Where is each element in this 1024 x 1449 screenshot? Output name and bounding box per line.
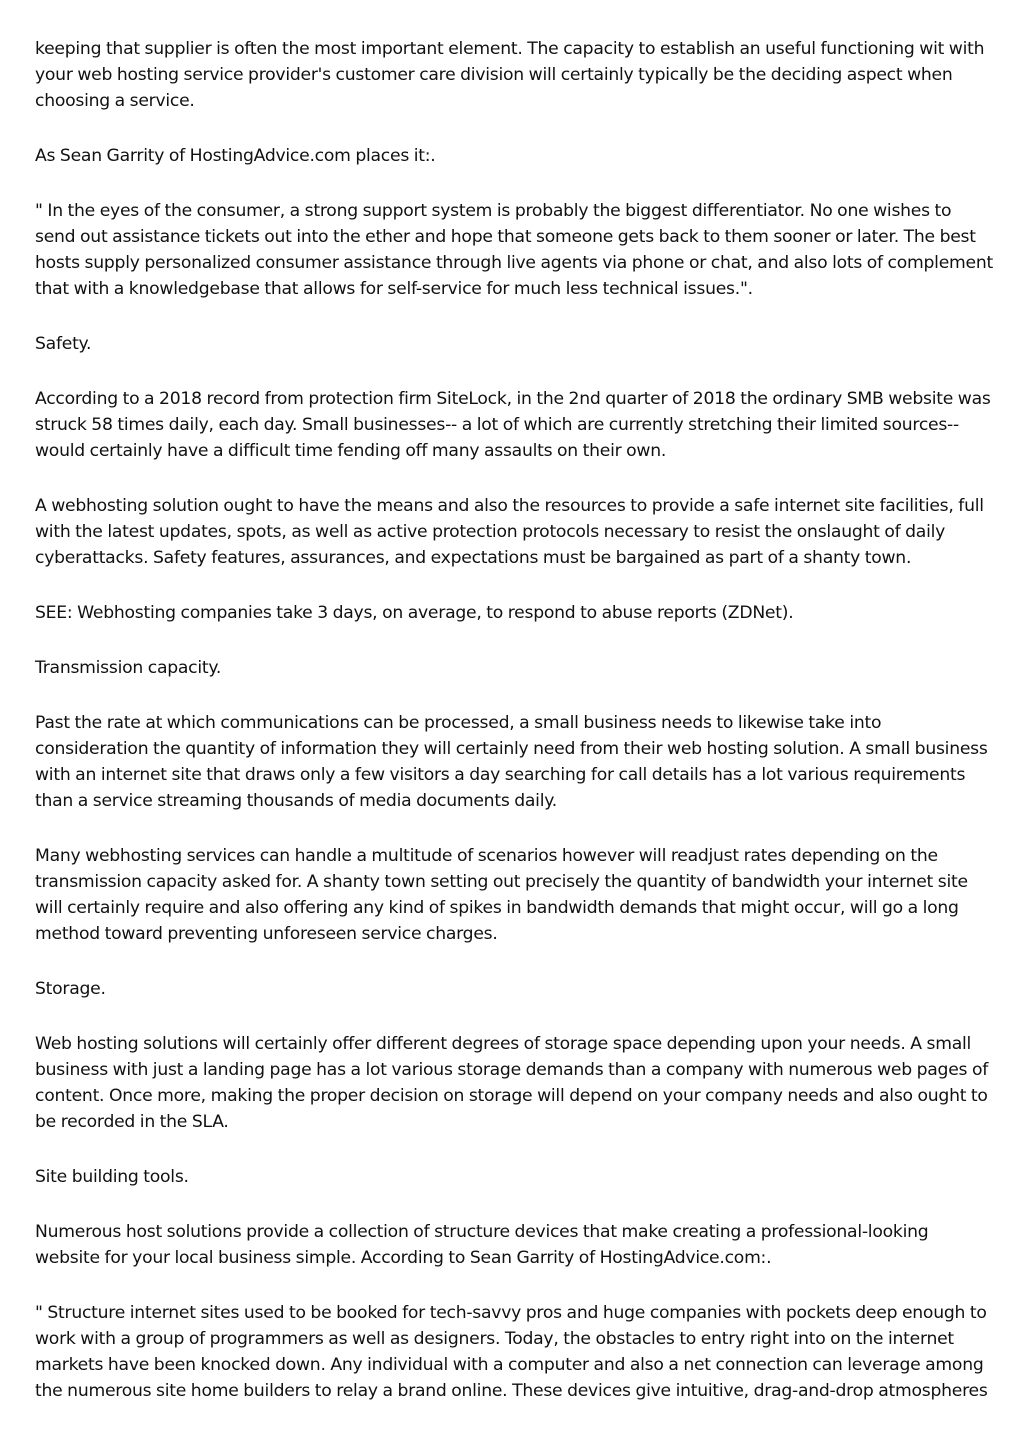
heading-site-building-tools: Site building tools. [35, 1167, 189, 1187]
document-body [35, 36, 995, 1433]
heading-safety: Safety. [35, 334, 92, 354]
paragraph-site-tools: Numerous host solutions provide a collection of structure devices that make creating a professional-looking website for your local business simple. According to Sean Garrity of HostingAdvice.com:. [35, 1222, 929, 1268]
quote-support: " In the eyes of the consumer, a strong support system is probably the biggest differentiator. No one wishes to send out assistance tickets out into the ether and hope that someone gets back to them sooner or later. The best hosts supply personalized consumer assistance through live agents via phone or chat, and also lots of complement that with a knowledgebase that allows for self-service for much less technical issues.". [35, 201, 993, 299]
paragraph-sitelock: According to a 2018 record from protection firm SiteLock, in the 2nd quarter of 2018 the ordinary SMB website was struck 58 times daily, each day. Small businesses-- a lot of which are currently stretching their limited sources-- would certainly have a difficult time fending off many assaults on their own. [35, 389, 991, 461]
paragraph-bandwidth-rates: Many webhosting services can handle a multitude of scenarios however will readjust rates depending on the transmission capacity asked for. A shanty town setting out precisely the quantity of bandwidth your internet site will certainly require and also offering any kind of spikes in bandwidth demands that might occur, will go a long method toward preventing unforeseen service charges. [35, 846, 968, 944]
paragraph-supplier: keeping that supplier is often the most important element. The capacity to establish an useful functioning wit with your web hosting service provider's customer care division will certainly typically be the deciding aspect when choosing a service. [35, 39, 985, 111]
quote-site-builders: " Structure internet sites used to be booked for tech-savvy pros and huge companies with pockets deep enough to work with a group of programmers as well as designers. Today, the obstacles to entry right into on the internet markets have been knocked down. Any individual with a computer and also a net connection can leverage among the numerous site home builders to relay a brand online. These devices give intuitive, drag-and-drop atmospheres [35, 1303, 988, 1401]
paragraph-data-needs: Past the rate at which communications can be processed, a small business needs to likewise take into consideration the quantity of information they will certainly need from their web hosting solution. A small business with an internet site that draws only a few visitors a day searching for call details has a lot various requirements than a service streaming thousands of media documents daily. [35, 713, 988, 811]
paragraph-storage: Web hosting solutions will certainly offer different degrees of storage space depending upon your needs. A small business with just a landing page has a lot various storage demands than a company with numerous web pages of content. Once more, making the proper decision on storage will depend on your company needs and also ought to be recorded in the SLA. [35, 1034, 989, 1132]
heading-transmission-capacity: Transmission capacity. [35, 658, 222, 678]
paragraph-security-means: A webhosting solution ought to have the means and also the resources to provide a safe internet site facilities, full with the latest updates, spots, as well as active protection protocols necessary to resist the onslaught of daily cyberattacks. Safety features, assurances, and expectations must be bargained as part of a shanty town. [35, 496, 984, 568]
paragraph-see-zdnet: SEE: Webhosting companies take 3 days, on average, to respond to abuse reports (ZDNet). [35, 603, 794, 623]
heading-storage: Storage. [35, 979, 106, 999]
paragraph-garrity-intro: As Sean Garrity of HostingAdvice.com places it:. [35, 146, 436, 166]
